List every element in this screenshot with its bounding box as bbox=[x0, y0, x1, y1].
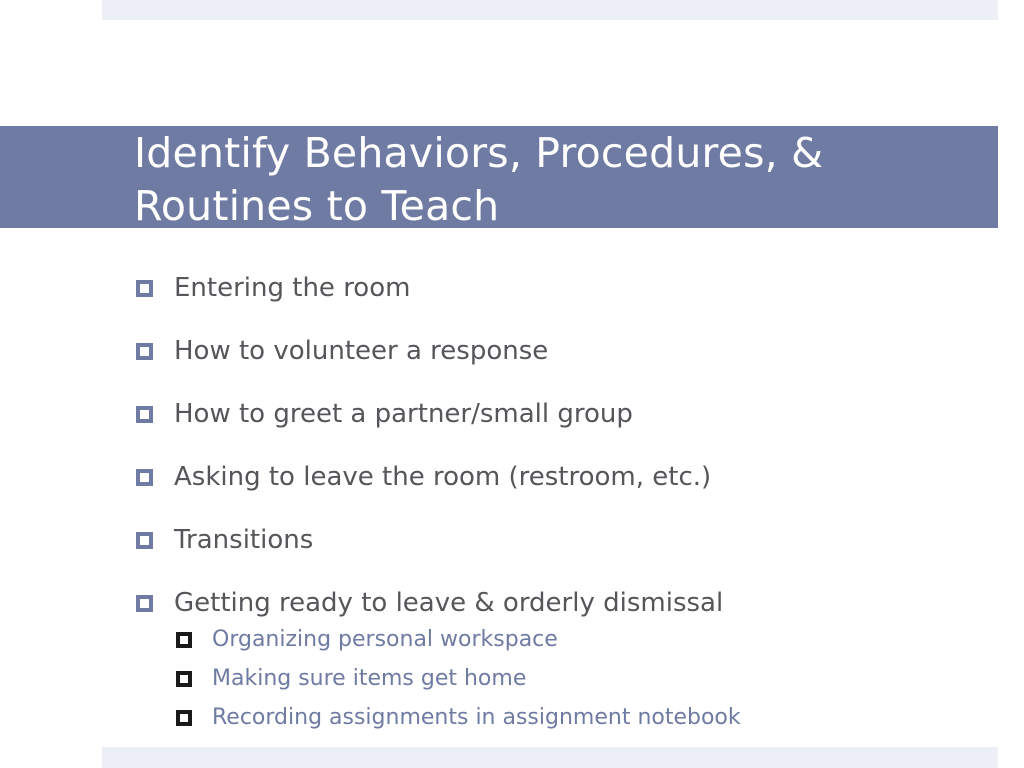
slide-title-line-1: Identify Behaviors, Procedures, & bbox=[134, 129, 824, 177]
sub-bullet-item bbox=[176, 663, 741, 702]
bottom-decorative-strip bbox=[102, 747, 998, 768]
top-decorative-strip bbox=[102, 0, 998, 20]
bullet-text: Asking to leave the room (restroom, etc.) bbox=[174, 462, 712, 492]
square-bullet-icon bbox=[136, 343, 153, 360]
square-bullet-icon bbox=[136, 406, 153, 423]
bullet-text: Transitions bbox=[174, 525, 314, 555]
bullet-text: How to greet a partner/small group bbox=[174, 399, 633, 429]
sub-bullet-text: Organizing personal workspace bbox=[212, 627, 558, 652]
sub-bullet-item bbox=[176, 624, 741, 663]
bullet-list bbox=[136, 270, 723, 621]
slide-title bbox=[134, 127, 984, 233]
sub-bullet-text: Making sure items get home bbox=[212, 666, 527, 691]
bullet-item bbox=[136, 333, 723, 396]
sub-bullet-item bbox=[176, 702, 741, 741]
sub-bullet-list bbox=[176, 624, 741, 741]
slide-title-line-2: Routines to Teach bbox=[134, 182, 500, 230]
square-bullet-icon bbox=[136, 469, 153, 486]
bullet-item bbox=[136, 522, 723, 585]
square-bullet-icon bbox=[136, 280, 153, 297]
bullet-item bbox=[136, 585, 723, 621]
bullet-text: How to volunteer a response bbox=[174, 336, 549, 366]
square-bullet-icon bbox=[136, 595, 153, 612]
bullet-text: Getting ready to leave & orderly dismissal bbox=[174, 588, 724, 618]
square-bullet-icon bbox=[136, 532, 153, 549]
square-sub-bullet-icon bbox=[176, 710, 192, 726]
square-sub-bullet-icon bbox=[176, 632, 192, 648]
bullet-item bbox=[136, 459, 723, 522]
bullet-item bbox=[136, 396, 723, 459]
bullet-text: Entering the room bbox=[174, 273, 411, 303]
square-sub-bullet-icon bbox=[176, 671, 192, 687]
sub-bullet-text: Recording assignments in assignment notebook bbox=[212, 705, 741, 730]
bullet-item bbox=[136, 270, 723, 333]
